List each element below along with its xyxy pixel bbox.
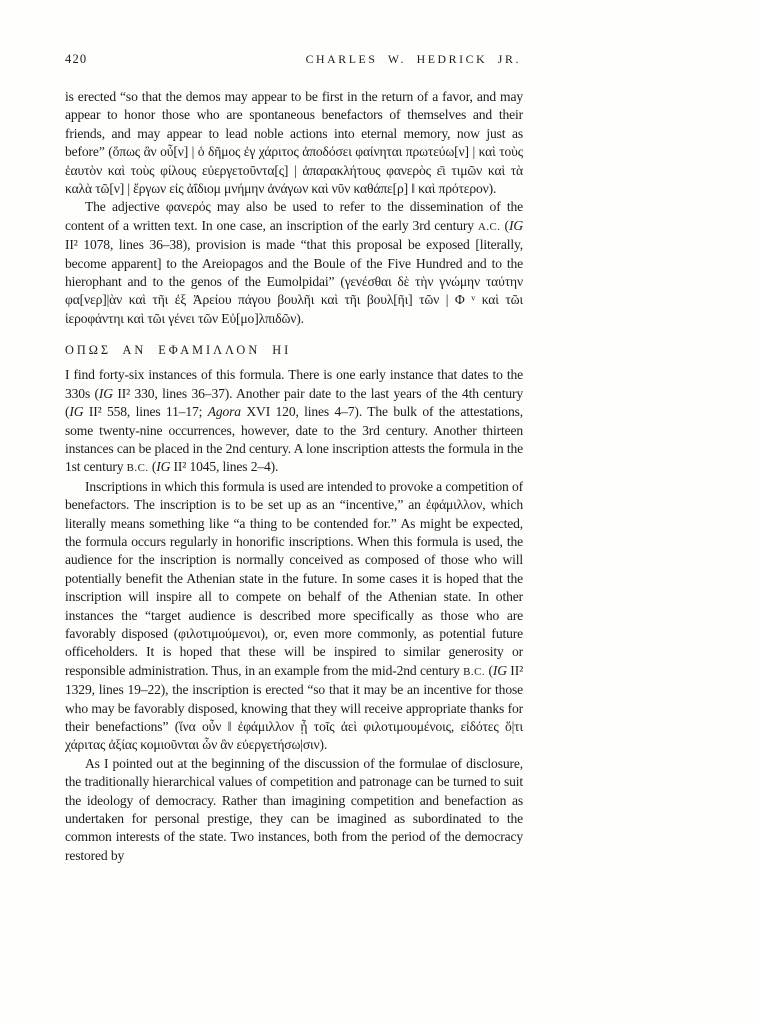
paragraph: Inscriptions in which this formula is used are intended to provoke a competition of benefactors. The inscription is to be set up as an “incentive,” an ἐφάμιλλον, which literally means something like “a thing to be contended for.” As might be expected, the formula occurs regularly in honorific inscriptions. When this formula is used, the audience for the inscription is normally conceived as composed of those who will potentially benefit the Athenian state in the future. In some cases it is hoped that the inscription will inspire all to compete on behalf of the Athenian state. In other instances the “target audience is described more specifically as those who are favorably disposed (φιλοτιμούμενοι), or, even more commonly, as potential future officeholders. It is hoped that these will be inspired to similar generosity or responsible administration. Thus, in an example from the mid-2nd century B.C. (IG II² 1329, lines 19–22), the inscription is erected “so that it may be an incentive for those who may be favorably disposed, knowing that they will receive appropriate thanks for their benefactions” (ἵνα οὖν ‖ ἐφάμιλλον ᾖ τοῖς ἀεὶ φιλοτιμουμένοις, εἰδότες ὅ|τι χάριτας ἀξίας κομιοῦνται ὧν ἂν εὐεργετήσω|σιν). [65,478,523,753]
page-number: 420 [65,52,88,66]
small-caps-text: B.C. [463,665,486,678]
italic-text: IG [69,404,84,420]
text-blocks [65,88,523,865]
paragraph: is erected “so that the demos may appear to be first in the return of a favor, and may appear to honor those who are spontaneous benefactors of themselves and their friends, and may appear to lead noble actions into eternal memory, now just as before” (ὅπως ἂν οὖ[ν] | ὁ δῆμος ἐγ χάριτος ἀποδόσει φαίνηται πρωτεύω[ν] | καὶ τοὺς ἑαυτὸν καὶ τοὺς φίλους εὐεργετοῦντα[ς] | ἀπαρακλήτους φανερὸς ε̄ι τιμῶν καὶ τὰ καλὰ τῶ[ν] | ἔργων εἰς ἀΐδιομ μνήμην ἀνάγων καὶ νῦν καθάπε[ρ] ‖ καὶ πρότερον). [65,89,523,197]
running-head: CHARLES W. HEDRICK JR. [305,52,521,66]
italic-text: Agora [207,404,241,420]
page-header [65,52,521,67]
paragraph: The adjective φανερός may also be used to refer to the dissemination of the content of a written text. In one case, an inscription of the early 3rd century A.C. (IG II² 1078, lines 36–38), provision is made “that this proposal be exposed [literally, become apparent] to the Areiopagos and the Boule of the Five Hundred and to the hierophant and to the genos of the Eumolpidai” (γενέσθαι δὲ τὴν γνώμην ταύτην φα[νερ]|ὰν καὶ τῆι ἐξ Ἀρείου πάγου βουλῆι καὶ τῆι βουλ[ῆι] τῶν | Φ ᵛ καὶ τῶι ἱεροφάντηι καὶ τῶι γένει τῶν Εὐ[μο]λπιδῶν). [65,199,523,326]
small-caps-text: B.C. [126,462,149,475]
section-heading: ΟΠΩΣ ΑΝ ΕΦΑΜΙΛΛΟΝ ΗΙ [65,343,292,358]
italic-text: IG [508,217,523,233]
paragraph: As I pointed out at the beginning of the discussion of the formulae of disclosure, the traditionally hierarchical values of competition and patronage can be turned to suit the ideology of democracy. Rather than imagining competition and benefaction as undertaken for personal prestige, they can be imagined as subordinated to the common interests of the state. Two instances, both from the period of the democracy restored by [65,755,523,863]
paragraph: I find forty-six instances of this formula. There is one early instance that dates to the 330s (IG II² 330, lines 36–37). Another pair date to the last years of the 4th century (IG II² 558, lines 11–17; Agora XVI 120, lines 4–7). The bulk of the attestations, some twenty-nine occurrences, however, date to the 3rd century. Another thirteen instances can be placed in the 2nd century. A lone inscription attests the formula in the 1st century B.C. (IG II² 1045, lines 2–4). [65,367,523,475]
italic-text: IG [492,662,507,678]
italic-text: IG [156,459,171,475]
small-caps-text: A.C. [477,220,501,233]
italic-text: IG [98,385,113,401]
